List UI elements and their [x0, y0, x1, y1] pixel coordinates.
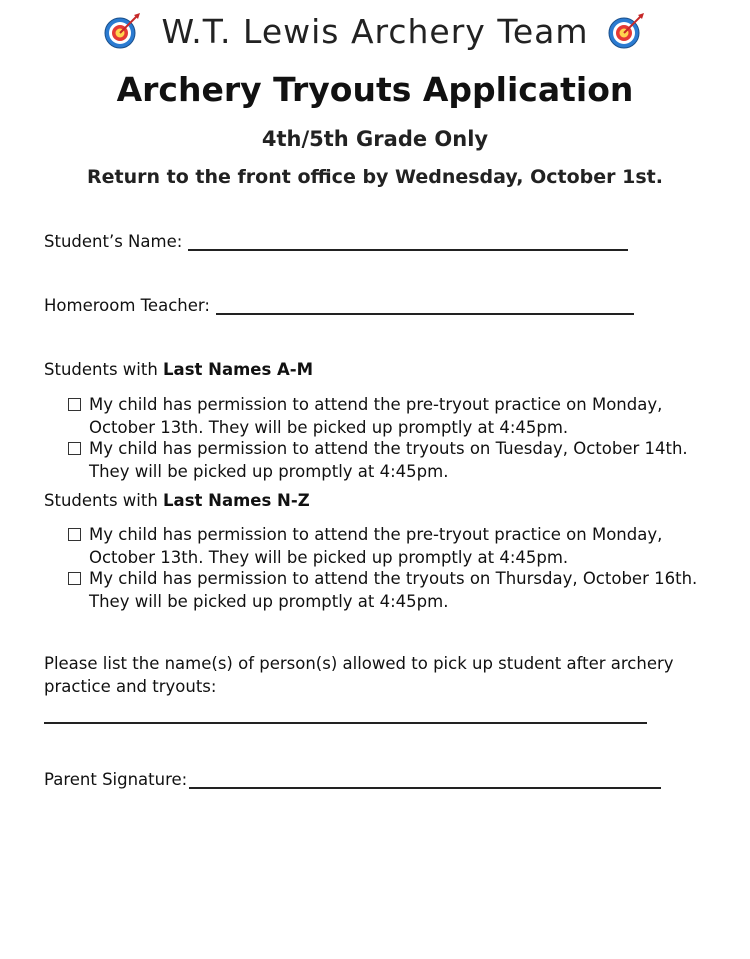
parent-signature-line[interactable] [189, 771, 661, 789]
group-heading-prefix: Students with [44, 491, 164, 510]
homeroom-teacher-field[interactable] [44, 296, 634, 315]
checkbox-item[interactable] [68, 394, 708, 439]
homeroom-teacher-label: Homeroom Teacher: [44, 296, 210, 315]
checkbox-item[interactable] [68, 438, 708, 483]
group-heading-bold: Last Names A-M [163, 360, 314, 379]
checkbox-label: My child has permission to attend the tryouts on Tuesday, October 14th. They will be picked up promptly at 4:45pm. [89, 439, 688, 481]
page-title: Archery Tryouts Application [116, 70, 634, 109]
pickup-prompt: Please list the name(s) of person(s) allowed to pick up student after archery practice and tryouts: [44, 654, 674, 696]
checkbox[interactable] [68, 398, 81, 411]
student-name-line[interactable] [188, 233, 628, 251]
group-heading-n-z [44, 491, 310, 510]
checkbox-label: My child has permission to attend the pre-tryout practice on Monday, October 13th. They will be picked up promptly at 4:45pm. [89, 525, 663, 567]
homeroom-teacher-line[interactable] [216, 297, 634, 315]
checkbox-item[interactable] [68, 568, 708, 613]
header [0, 6, 750, 56]
checkbox[interactable] [68, 572, 81, 585]
archery-target-icon [103, 11, 143, 51]
pickup-names-line[interactable] [44, 722, 647, 724]
group-heading-bold: Last Names N-Z [163, 491, 310, 510]
group-heading-a-m [44, 360, 313, 379]
parent-signature-label: Parent Signature: [44, 770, 188, 789]
parent-signature-field[interactable] [44, 770, 661, 789]
grade-subtitle: 4th/5th Grade Only [261, 127, 489, 151]
group-heading-prefix: Students with [44, 360, 164, 379]
checkbox-label: My child has permission to attend the pre-tryout practice on Monday, October 13th. They will be picked up promptly at 4:45pm. [89, 395, 663, 437]
checkbox-item[interactable] [68, 524, 708, 569]
team-name: W.T. Lewis Archery Team [161, 11, 589, 51]
student-name-label: Student’s Name: [44, 232, 183, 251]
checkbox[interactable] [68, 442, 81, 455]
checkbox[interactable] [68, 528, 81, 541]
archery-target-icon [607, 11, 647, 51]
return-notice: Return to the front office by Wednesday, October 1st. [87, 166, 663, 188]
checkbox-label: My child has permission to attend the tryouts on Thursday, October 16th. They will be picked up promptly at 4:45pm. [89, 569, 698, 611]
student-name-field[interactable] [44, 232, 628, 251]
